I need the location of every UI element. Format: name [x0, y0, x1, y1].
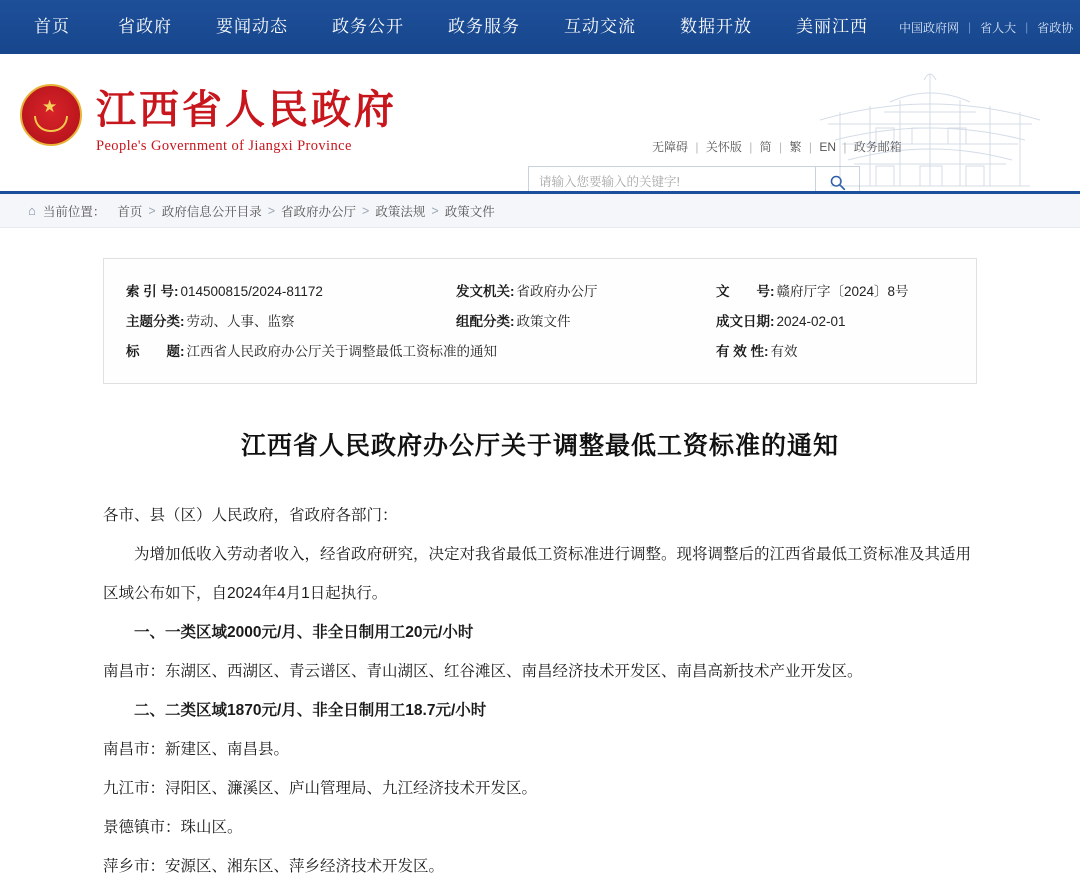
metadata-key: 成文日期: [716, 314, 775, 329]
nav-item-news[interactable]: 要闻动态 [216, 17, 288, 36]
document-metadata-table [103, 258, 977, 384]
document-paragraph-intro: 为增加低收入劳动者收入，经省政府研究，决定对我省最低工资标准进行调整。现将调整后的江西省最低工资标准及其适用区域公布如下，自2024年4月1日起执行。 [103, 546, 972, 602]
government-mailbox-link[interactable]: 政务邮箱 [853, 140, 902, 154]
simplified-chinese-link[interactable]: 简 [759, 140, 772, 154]
external-link-peoples-congress[interactable]: 省人大 [980, 20, 1017, 35]
document-heading-tier-2: 二、二类区域1870元/月、非全日制用工18.7元/小时 [134, 702, 487, 719]
metadata-key: 有 效 性: [716, 344, 769, 359]
metadata-row [126, 307, 954, 337]
accessibility-link[interactable]: 无障碍 [652, 140, 689, 154]
nav-item-home[interactable]: 首页 [34, 17, 70, 36]
metadata-row [126, 277, 954, 307]
search-button[interactable] [815, 167, 859, 194]
traditional-chinese-link[interactable]: 繁 [789, 140, 802, 154]
breadcrumb [0, 194, 1080, 228]
metadata-key: 索 引 号: [126, 284, 179, 299]
nav-item-government-services[interactable]: 政务服务 [448, 17, 520, 36]
metadata-value: 劳动、人事、监察 [186, 314, 295, 329]
care-version-link[interactable]: 关怀版 [705, 140, 742, 154]
metadata-title [126, 337, 716, 367]
link-separator: | [968, 20, 972, 34]
metadata-key: 发文机关: [456, 284, 515, 299]
nav-item-beautiful-jiangxi[interactable]: 美丽江西 [796, 17, 868, 36]
breadcrumb-item-policy-documents[interactable]: 政策文件 [444, 204, 495, 219]
breadcrumb-item-home[interactable]: 首页 [117, 204, 143, 219]
metadata-value: 政策文件 [516, 314, 571, 329]
metadata-group-category [456, 307, 716, 337]
metadata-key: 组配分类: [456, 314, 515, 329]
search-box[interactable] [528, 166, 860, 194]
metadata-index-number [126, 277, 456, 307]
document-paragraph-tier-1-regions: 南昌市：东湖区、西湖区、青云谱区、青山湖区、红谷滩区、南昌经济技术开发区、南昌高新技术产业开发区。 [103, 663, 863, 680]
metadata-key: 标 题: [126, 344, 185, 359]
metadata-row [126, 337, 954, 367]
metadata-topic-category [126, 307, 456, 337]
nav-item-government-affairs-disclosure[interactable]: 政务公开 [332, 17, 404, 36]
breadcrumb-label: 当前位置： [42, 204, 106, 219]
metadata-value: 2024-02-01 [776, 314, 846, 329]
document-paragraph-pingxiang: 萍乡市：安源区、湘东区、萍乡经济技术开发区。 [103, 858, 445, 875]
metadata-value: 省政府办公厅 [516, 284, 598, 299]
tool-separator: | [779, 140, 783, 154]
breadcrumb-item-policy-regulations[interactable]: 政策法规 [375, 204, 426, 219]
link-separator: | [1025, 20, 1029, 34]
metadata-value: 有效 [770, 344, 798, 359]
document-paragraph-nanchang: 南昌市：新建区、南昌县。 [103, 741, 290, 758]
nav-item-interaction[interactable]: 互动交流 [564, 17, 636, 36]
tool-separator: | [695, 140, 699, 154]
metadata-issue-date [716, 307, 954, 337]
metadata-value: 赣府厅字〔2024〕8号 [776, 284, 909, 299]
tool-separator: | [843, 140, 847, 154]
tool-separator: | [808, 140, 812, 154]
metadata-issuing-agency [456, 277, 716, 307]
breadcrumb-separator: > [431, 203, 439, 218]
metadata-key: 主题分类: [126, 314, 185, 329]
nav-item-provincial-government[interactable]: 省政府 [118, 17, 172, 36]
nav-item-open-data[interactable]: 数据开放 [680, 17, 752, 36]
breadcrumb-separator: > [267, 203, 276, 218]
top-nav-items [20, 0, 890, 54]
site-header [0, 54, 1080, 194]
document-body [103, 496, 977, 886]
document-paragraph-jiujiang: 九江市：浔阳区、濂溪区、庐山管理局、九江经济技术开发区。 [103, 780, 538, 797]
national-emblem-icon: ★ [20, 84, 82, 146]
document-paragraph-salutation: 各市、县（区）人民政府，省政府各部门： [103, 507, 398, 524]
english-link[interactable]: EN [819, 140, 836, 154]
external-link-china-gov[interactable]: 中国政府网 [899, 20, 960, 35]
header-tool-links [648, 138, 906, 155]
metadata-validity [716, 337, 954, 367]
top-navigation-bar [0, 0, 1080, 54]
document-page [0, 258, 1080, 896]
external-link-cppcc[interactable]: 省政协 [1037, 20, 1074, 35]
search-input[interactable] [529, 167, 815, 194]
home-icon: ⌂ [28, 203, 36, 218]
metadata-document-number [716, 277, 954, 307]
page-title: 江西省人民政府办公厅关于调整最低工资标准的通知 [240, 431, 839, 460]
tool-separator: | [749, 140, 753, 154]
site-subtitle: People's Government of Jiangxi Province [96, 138, 352, 154]
breadcrumb-separator: > [362, 203, 370, 218]
document-paragraph-jingdezhen: 景德镇市：珠山区。 [103, 819, 243, 836]
metadata-value: 014500815/2024-81172 [180, 284, 323, 299]
site-title: 江西省人民政府 [96, 86, 397, 133]
search-icon [829, 174, 846, 191]
breadcrumb-item-general-office[interactable]: 省政府办公厅 [281, 204, 357, 219]
document-heading-tier-1: 一、一类区域2000元/月、非全日制用工20元/小时 [134, 624, 474, 641]
breadcrumb-separator: > [148, 203, 156, 218]
breadcrumb-item-disclosure-directory[interactable]: 政府信息公开目录 [161, 204, 262, 219]
metadata-value: 江西省人民政府办公厅关于调整最低工资标准的通知 [186, 344, 497, 359]
site-branding[interactable] [96, 86, 397, 155]
top-nav-external-links [890, 19, 1080, 36]
metadata-key: 文 号: [716, 284, 775, 299]
